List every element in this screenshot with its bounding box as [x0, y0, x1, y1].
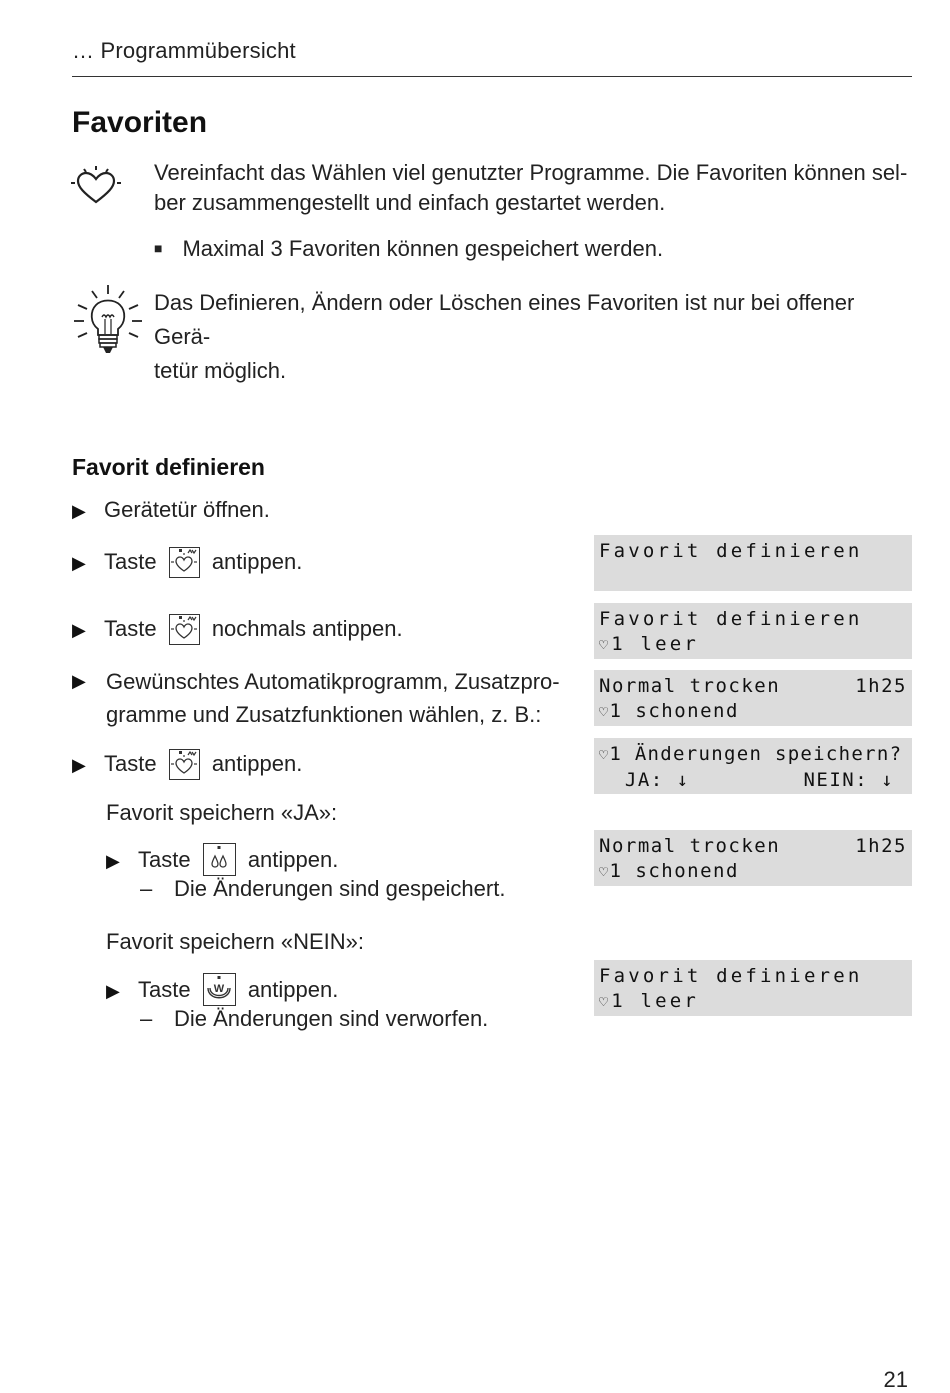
- display-no-option: NEIN: ↓: [803, 769, 907, 791]
- step-text: Taste: [137, 977, 191, 1002]
- save-yes-result: [140, 876, 505, 902]
- info-bullet: [154, 233, 663, 264]
- step-arrow-icon: ▶: [72, 501, 86, 521]
- lightbulb-icon: [72, 283, 144, 364]
- subsection-title: Favorit definieren: [72, 454, 265, 480]
- display-line: Favorit definieren: [599, 540, 863, 562]
- intro-paragraph: [154, 158, 914, 218]
- step-text: Taste: [103, 616, 157, 641]
- display-yes-option: JA: ↓: [599, 769, 690, 791]
- step-arrow-icon: ▶: [72, 620, 86, 640]
- display-favorite-define: [594, 535, 912, 591]
- step-text: Taste: [103, 751, 157, 776]
- section-title: Favoriten: [72, 106, 208, 139]
- bullet-text: Maximal 3 Favoriten können gespeichert werden.: [182, 236, 664, 261]
- display-program-selection: [594, 670, 912, 726]
- save-yes-heading: Favorit speichern «JA»:: [106, 800, 338, 825]
- step-text: Gerätetür öffnen.: [103, 497, 270, 522]
- step-text: nochmals antippen.: [211, 616, 403, 641]
- display-line: 1 schonend: [609, 700, 739, 722]
- wool-key-icon[interactable]: [203, 973, 236, 1006]
- heart-icon: ♡: [599, 703, 610, 721]
- header-divider: [72, 76, 912, 77]
- display-line: 1 schonend: [609, 860, 739, 882]
- result-dash: –: [140, 1006, 153, 1031]
- display-line: Favorit definieren: [599, 608, 863, 630]
- display-saved-program: [594, 830, 912, 886]
- step-arrow-icon: ▶: [106, 981, 120, 1001]
- step-text: antippen.: [211, 751, 303, 776]
- save-no-step: [106, 973, 338, 1006]
- favorite-key-icon[interactable]: [169, 547, 200, 578]
- running-header: … Programmübersicht: [72, 38, 296, 63]
- drops-key-icon[interactable]: [203, 843, 236, 876]
- step-arrow-icon: ▶: [72, 671, 86, 691]
- result-dash: –: [140, 876, 153, 901]
- step-open-door: [72, 497, 270, 523]
- svg-text:W: W: [213, 983, 224, 995]
- step-tap-favorite: [72, 547, 302, 578]
- step-text: Taste: [137, 847, 191, 872]
- favorite-key-icon[interactable]: [169, 749, 200, 780]
- step-arrow-icon: ▶: [106, 851, 120, 871]
- intro-line: Vereinfacht das Wählen viel genutzter Programme. Die Favoriten können sel-: [154, 160, 908, 185]
- display-line: 1 leer: [611, 633, 700, 655]
- intro-line: ber zusammengestellt und einfach gestartet werden.: [154, 190, 666, 215]
- save-yes-step: [106, 843, 338, 876]
- heart-icon: ♡: [599, 863, 610, 881]
- result-text: Die Änderungen sind gespeichert.: [174, 876, 506, 901]
- step-text: Taste: [103, 549, 157, 574]
- display-save-prompt: [594, 738, 912, 794]
- favorite-key-icon[interactable]: [169, 614, 200, 645]
- tip-line: Das Definieren, Ändern oder Löschen eines Favoriten ist nur bei offener Gerä-: [154, 290, 855, 349]
- save-no-heading: Favorit speichern «NEIN»:: [106, 929, 364, 954]
- display-duration: 1h25: [855, 675, 907, 697]
- tip-line: tetür möglich.: [154, 358, 287, 383]
- display-line: 1 leer: [611, 990, 700, 1012]
- display-duration: 1h25: [855, 835, 907, 857]
- page-number: 21: [883, 1367, 908, 1392]
- result-text: Die Änderungen sind verworfen.: [174, 1006, 489, 1031]
- display-line: 1 Änderungen speichern?: [609, 743, 903, 765]
- display-favorite-discarded: [594, 960, 912, 1016]
- step-arrow-icon: ▶: [72, 755, 86, 775]
- step-tap-favorite-save: [72, 749, 302, 780]
- step-text: antippen.: [247, 847, 339, 872]
- display-program-name: Normal trocken: [599, 675, 781, 697]
- heart-icon: ♡: [599, 636, 612, 654]
- heart-icon: ♡: [599, 746, 610, 764]
- step-arrow-icon: ▶: [72, 553, 86, 573]
- heart-icon: ♡: [599, 993, 612, 1011]
- step-text: antippen.: [211, 549, 303, 574]
- step-select-program: [72, 665, 560, 731]
- square-bullet-icon: ■: [154, 240, 163, 256]
- display-line: Favorit definieren: [599, 965, 863, 987]
- step-text: Gewünschtes Automatikprogramm, Zusatzpro-: [106, 669, 560, 694]
- tip-paragraph: [154, 286, 914, 388]
- step-tap-favorite-again: [72, 614, 403, 645]
- favorite-heart-icon: [70, 166, 124, 213]
- step-text: gramme und Zusatzfunktionen wählen, z. B.:: [106, 702, 542, 727]
- display-favorite-empty: [594, 603, 912, 659]
- display-program-name: Normal trocken: [599, 835, 781, 857]
- save-no-result: [140, 1006, 488, 1032]
- step-text: antippen.: [247, 977, 339, 1002]
